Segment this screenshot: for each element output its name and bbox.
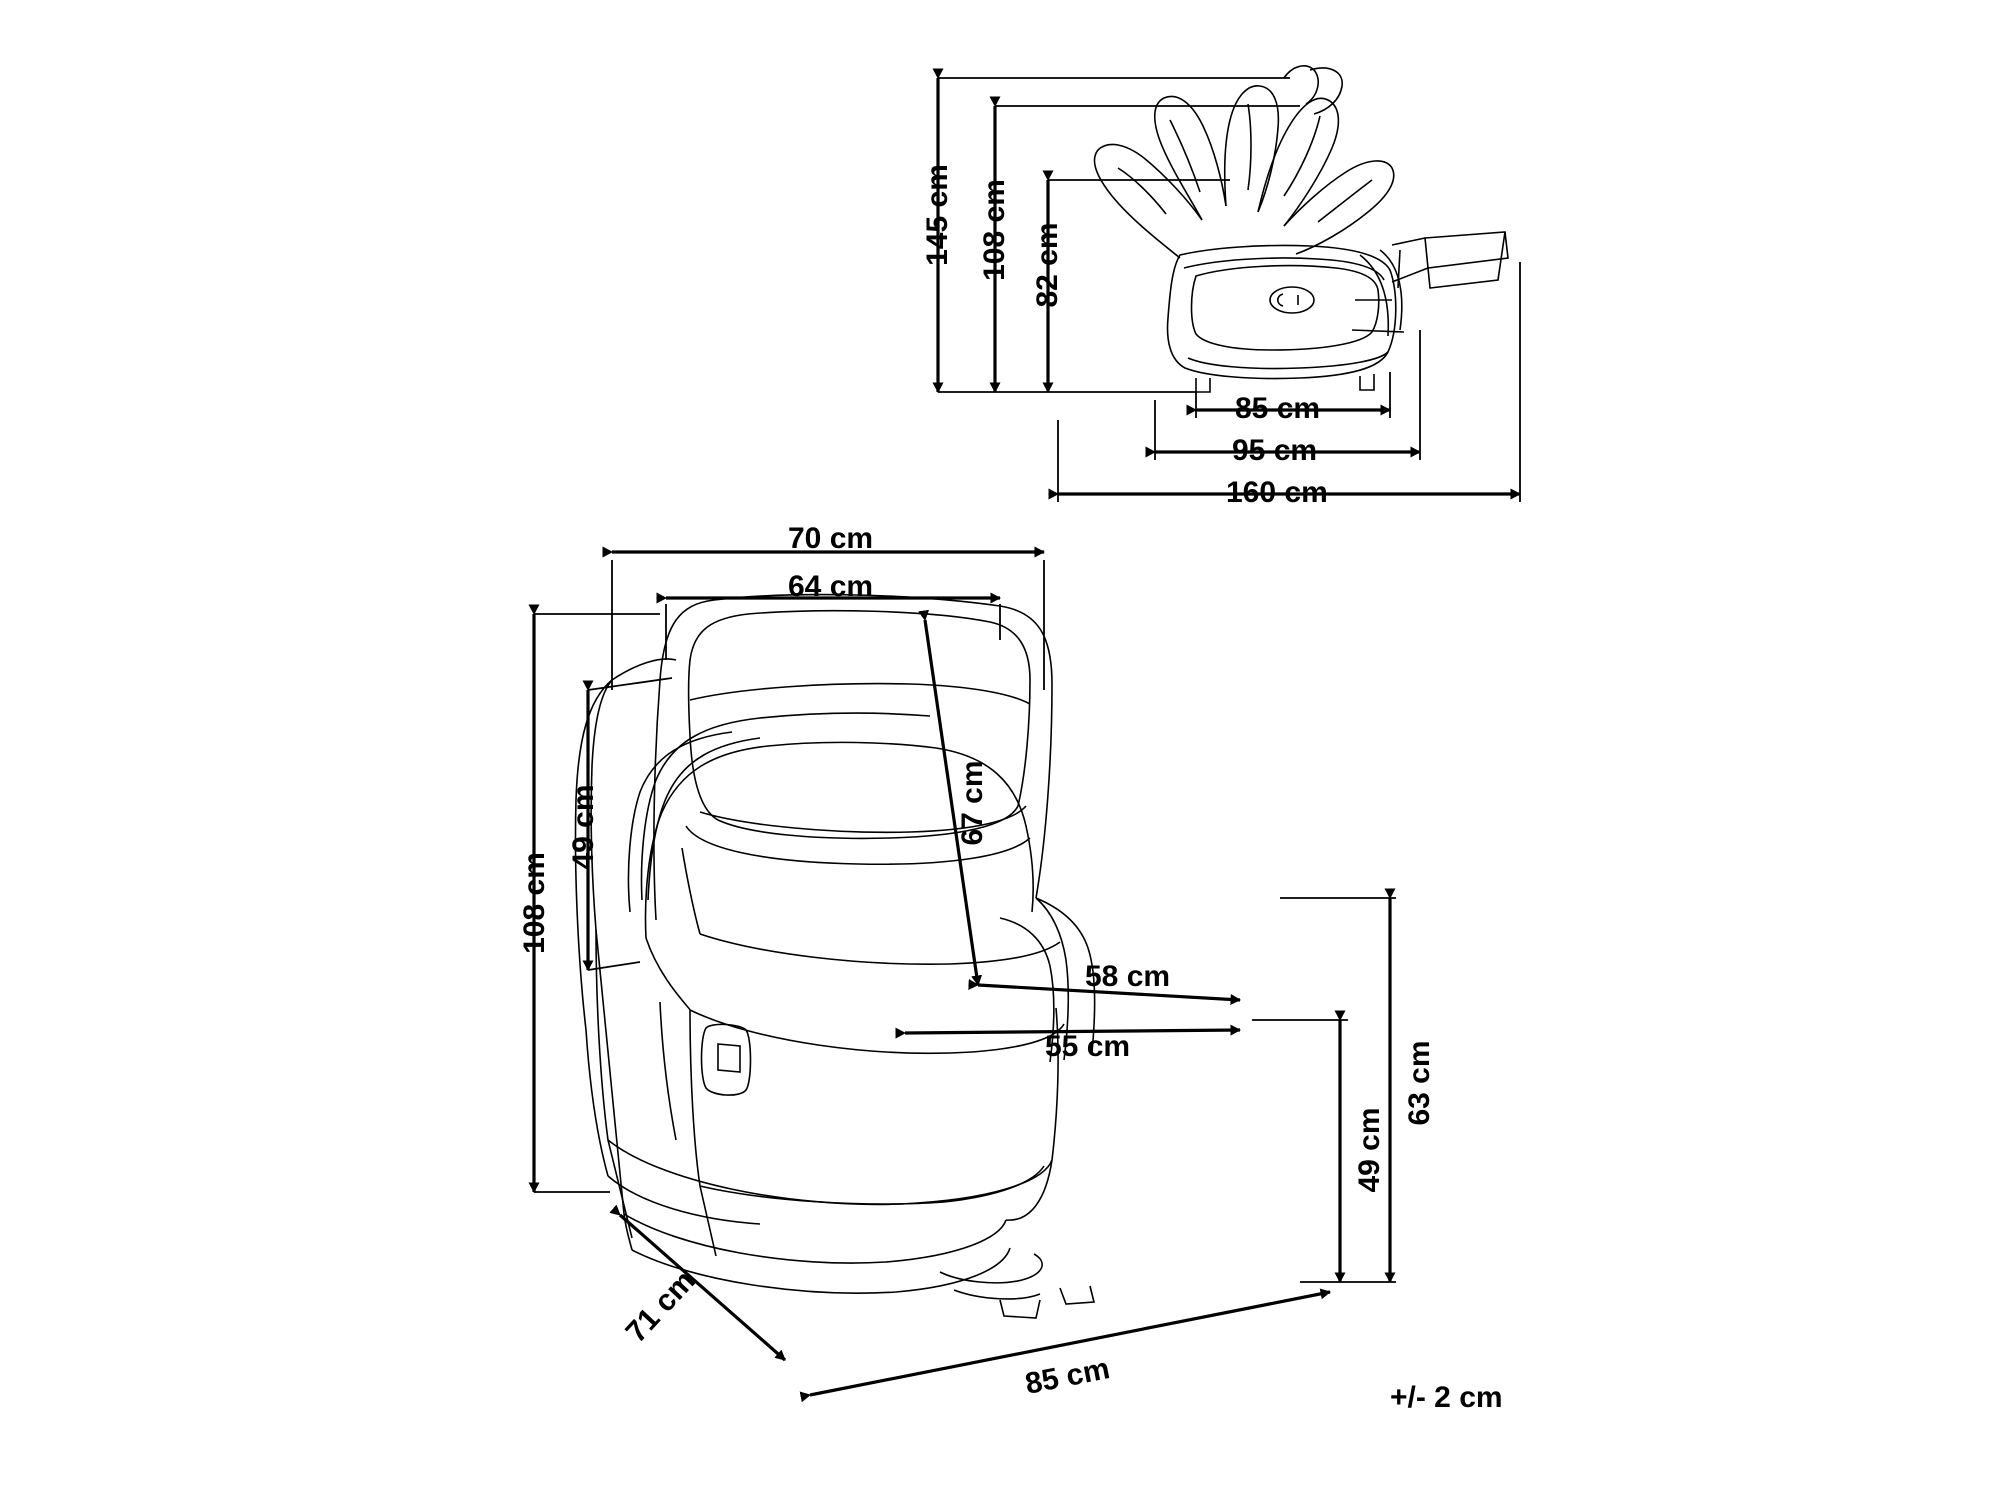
tolerance-note: +/- 2 cm: [1390, 1381, 1503, 1414]
dim-label-49-back: 49 cm: [567, 784, 600, 870]
dim-label-160: 160 cm: [1226, 476, 1328, 509]
front-chair-outline: [575, 595, 1094, 1318]
dim-label-145: 145 cm: [921, 164, 954, 266]
dim-label-49-right: 49 cm: [1353, 1107, 1386, 1193]
dim-label-95: 95 cm: [1232, 434, 1318, 467]
side-view-chair-outline: [1094, 66, 1508, 392]
dim-label-108-main: 108 cm: [518, 852, 551, 954]
dim-108-main-ext: [534, 614, 660, 1192]
dim-label-64: 64 cm: [788, 570, 874, 603]
dim-label-85-bottom: 85 cm: [1022, 1352, 1113, 1401]
dim-label-58: 58 cm: [1085, 960, 1171, 993]
dim-label-71: 71 cm: [619, 1264, 702, 1350]
dim-label-85-side: 85 cm: [1235, 392, 1321, 425]
dim-label-67: 67 cm: [956, 760, 989, 846]
dim-label-55: 55 cm: [1045, 1030, 1131, 1063]
dim-63-ext: [1280, 898, 1396, 1282]
dim-64-ext: [666, 604, 1000, 660]
dim-label-70: 70 cm: [788, 522, 874, 555]
dim-label-108-side: 108 cm: [978, 179, 1011, 281]
dim-label-63: 63 cm: [1403, 1040, 1436, 1126]
dim-label-82: 82 cm: [1031, 222, 1064, 308]
dim-49-back-ext: [588, 678, 672, 970]
